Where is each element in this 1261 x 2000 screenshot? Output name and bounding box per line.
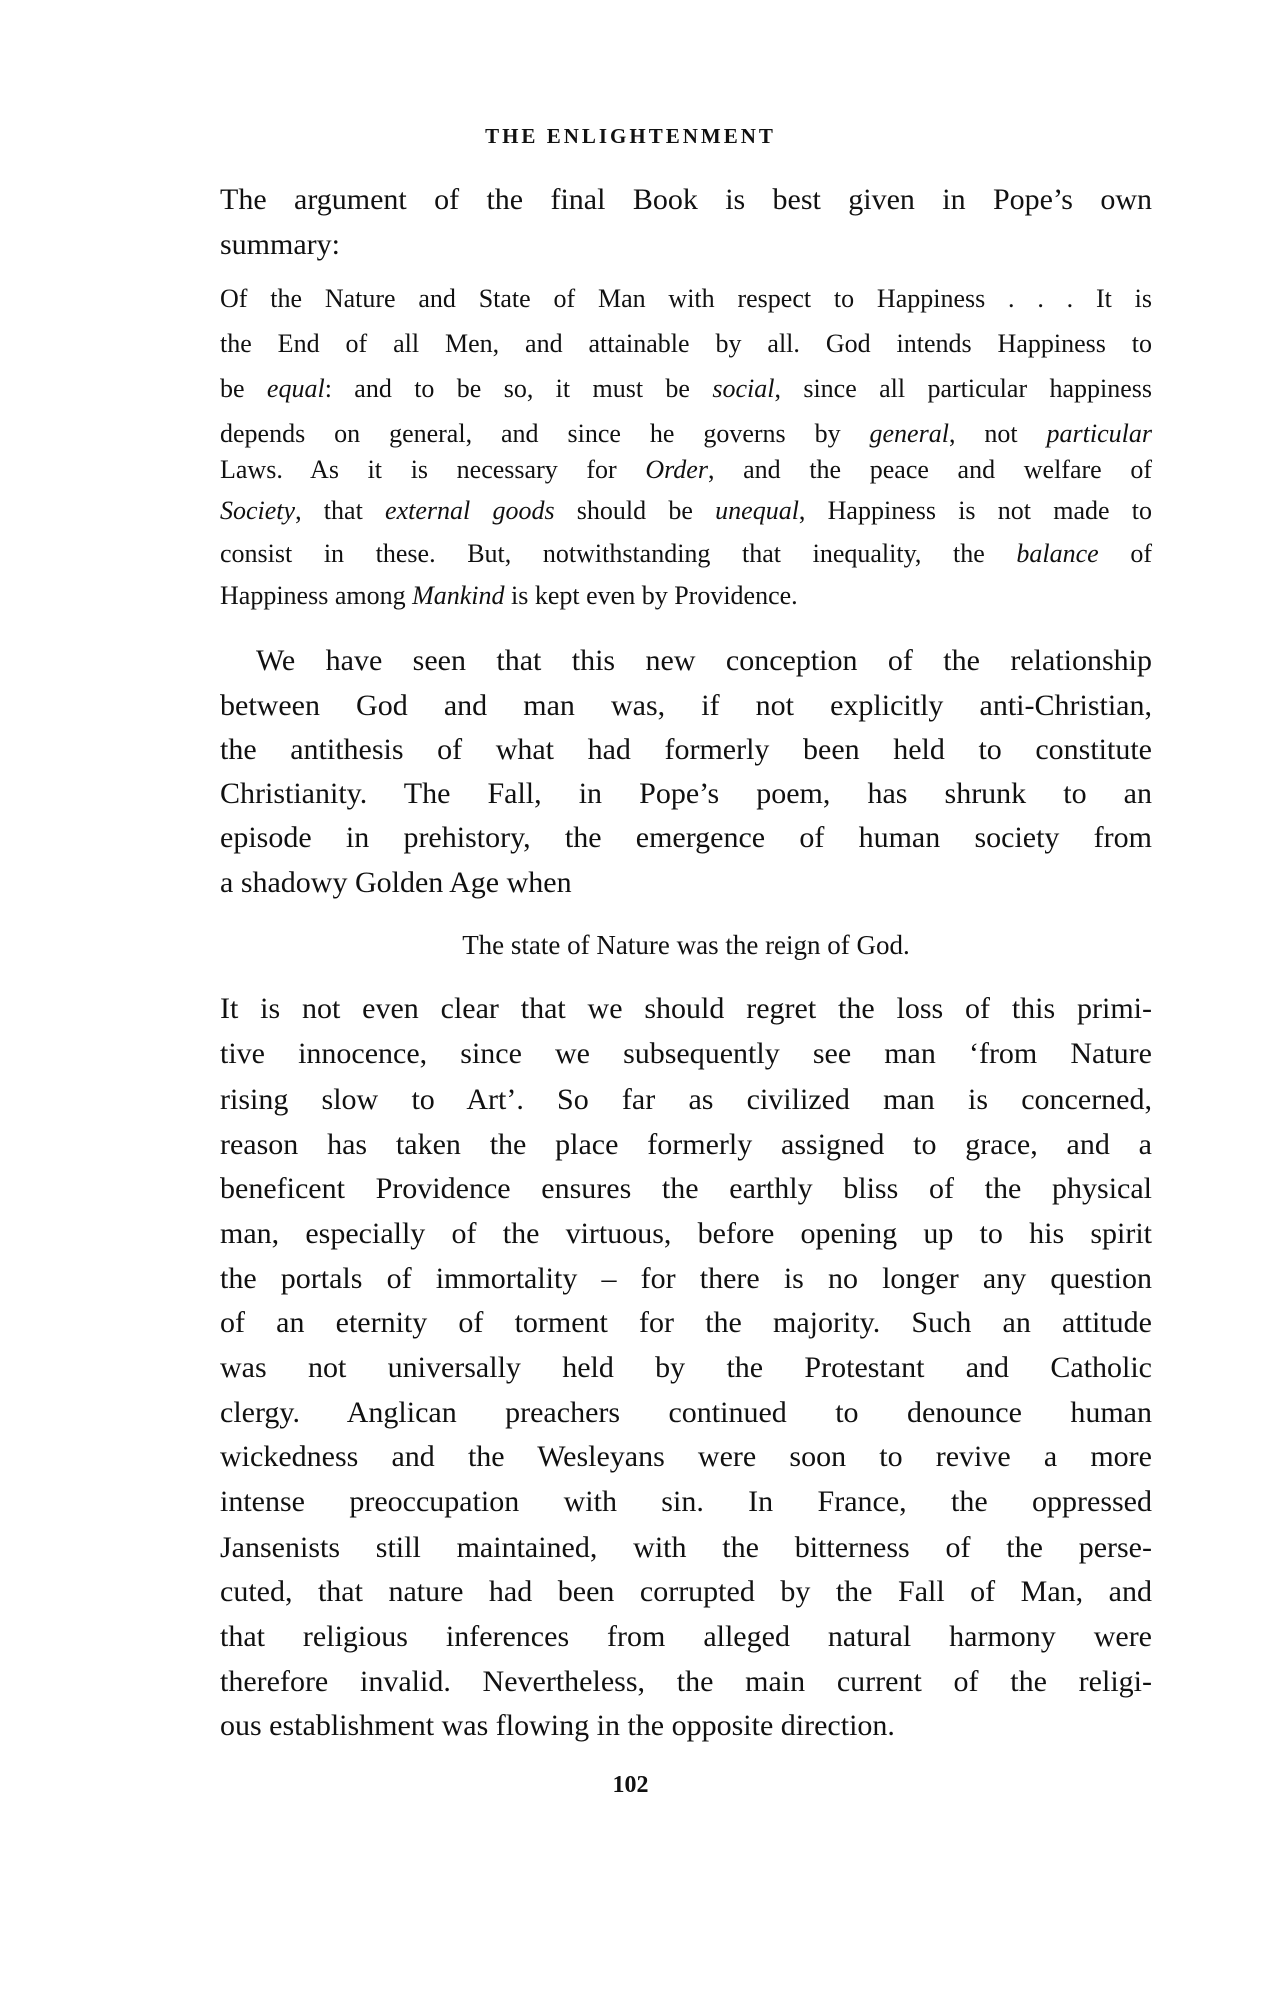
text-line — [220, 225, 1152, 265]
text-line — [220, 493, 1152, 529]
text-line — [220, 1034, 1152, 1074]
italic-text: external goods — [385, 496, 555, 525]
italic-text: Society — [220, 496, 296, 525]
text-segment: summary: — [220, 228, 340, 261]
text-segment: should be — [554, 496, 716, 525]
text-segment: of — [1098, 539, 1152, 568]
text-segment: Happiness among — [220, 581, 413, 610]
text-line — [220, 1572, 1152, 1612]
running-head: THE ENLIGHTENMENT — [485, 124, 776, 148]
text-line — [220, 1348, 1152, 1388]
text-line — [220, 730, 1152, 770]
text-segment: reason has taken the place formerly assigned to grace, and a — [220, 1128, 1152, 1161]
text-segment: clergy. Anglican preachers continued to denounce human — [220, 1396, 1152, 1429]
text-segment: , not — [948, 419, 1047, 448]
text-segment: , and the peace and welfare of — [707, 455, 1152, 484]
text-line — [220, 326, 1152, 362]
text-segment: tive innocence, since we subsequently see man ‘from Nature — [220, 1037, 1152, 1070]
text-line — [220, 452, 1152, 488]
text-line — [220, 1125, 1152, 1165]
italic-text: equal — [266, 374, 325, 403]
text-segment: the portals of immortality – for there is no longer any question — [220, 1262, 1152, 1295]
text-segment: is kept even by Providence. — [504, 581, 798, 610]
text-segment: beneficent Providence ensures the earthly bliss of the physical — [220, 1172, 1152, 1205]
text-segment: consist in these. But, notwithstanding that inequality, the — [220, 539, 1017, 568]
text-segment: , Happiness is not made to — [798, 496, 1152, 525]
text-segment: Jansenists still maintained, with the bitterness of the perse- — [220, 1531, 1152, 1564]
text-line — [220, 1393, 1152, 1433]
text-segment: cuted, that nature had been corrupted by the Fall of Man, and — [220, 1575, 1152, 1608]
text-segment: ous establishment was flowing in the opposite direction. — [220, 1709, 895, 1742]
text-segment: episode in prehistory, the emergence of human society from — [220, 821, 1152, 854]
text-segment: Of the Nature and State of Man with respect to Happiness . . . It is — [220, 284, 1152, 313]
text-line — [220, 371, 1152, 407]
text-line — [220, 578, 1152, 614]
text-segment: the End of all Men, and attainable by all. God intends Happiness to — [220, 329, 1152, 358]
text-line — [220, 1662, 1152, 1702]
text-line — [220, 416, 1152, 452]
text-line — [220, 1080, 1152, 1120]
text-line — [220, 686, 1152, 726]
text-segment: wickedness and the Wesleyans were soon to revive a more — [220, 1440, 1152, 1473]
text-segment: We have seen that this new conception of the relationship — [256, 644, 1152, 677]
italic-text: balance — [1016, 539, 1099, 568]
text-line — [220, 818, 1152, 858]
text-line — [220, 1169, 1152, 1209]
text-segment: be — [220, 374, 267, 403]
text-line — [220, 1617, 1152, 1657]
text-segment: depends on general, and since he governs by — [220, 419, 870, 448]
text-segment: rising slow to Art’. So far as civilized man is concerned, — [220, 1083, 1152, 1116]
text-segment: , since all particular happiness — [774, 374, 1153, 403]
italic-text: particular — [1046, 419, 1152, 448]
text-segment: was not universally held by the Protestant and Catholic — [220, 1351, 1152, 1384]
text-segment: the antithesis of what had formerly been held to constitute — [220, 733, 1152, 766]
text-line — [220, 1214, 1152, 1254]
text-segment: , that — [295, 496, 386, 525]
text-line — [220, 927, 1152, 963]
text-segment: that religious inferences from alleged natural harmony were — [220, 1620, 1152, 1653]
text-line — [220, 989, 1152, 1029]
text-line — [220, 536, 1152, 572]
text-line — [220, 1437, 1152, 1477]
text-segment: intense preoccupation with sin. In France, the oppressed — [220, 1485, 1152, 1518]
text-line — [220, 1706, 1152, 1746]
text-segment: Christianity. The Fall, in Pope’s poem, has shrunk to an — [220, 777, 1152, 810]
text-segment: It is not even clear that we should regret the loss of this primi- — [220, 992, 1152, 1025]
text-line — [220, 1482, 1152, 1522]
text-line — [220, 1303, 1152, 1343]
text-line — [220, 1259, 1152, 1299]
text-line — [220, 1528, 1152, 1568]
italic-text: unequal — [715, 496, 799, 525]
text-segment: man, especially of the virtuous, before opening up to his spirit — [220, 1217, 1152, 1250]
text-segment: : and to be so, it must be — [324, 374, 713, 403]
text-segment: of an eternity of torment for the majority. Such an attitude — [220, 1306, 1152, 1339]
text-line — [220, 863, 1152, 903]
text-segment: The argument of the final Book is best given in Pope’s own — [220, 183, 1152, 216]
text-line — [220, 641, 1152, 681]
text-line — [220, 180, 1152, 220]
text-segment: Laws. As it is necessary for — [220, 455, 646, 484]
text-line — [220, 774, 1152, 814]
italic-text: general — [869, 419, 949, 448]
page-number: 102 — [612, 1772, 649, 1798]
italic-text: Mankind — [412, 581, 505, 610]
text-segment: a shadowy Golden Age when — [220, 866, 572, 899]
text-segment: between God and man was, if not explicitly anti-Christian, — [220, 689, 1152, 722]
italic-text: Order — [645, 455, 708, 484]
text-line — [220, 281, 1152, 317]
italic-text: social — [712, 374, 775, 403]
text-segment: therefore invalid. Nevertheless, the main current of the religi- — [220, 1665, 1152, 1698]
text-segment: The state of Nature was the reign of God. — [462, 930, 910, 960]
